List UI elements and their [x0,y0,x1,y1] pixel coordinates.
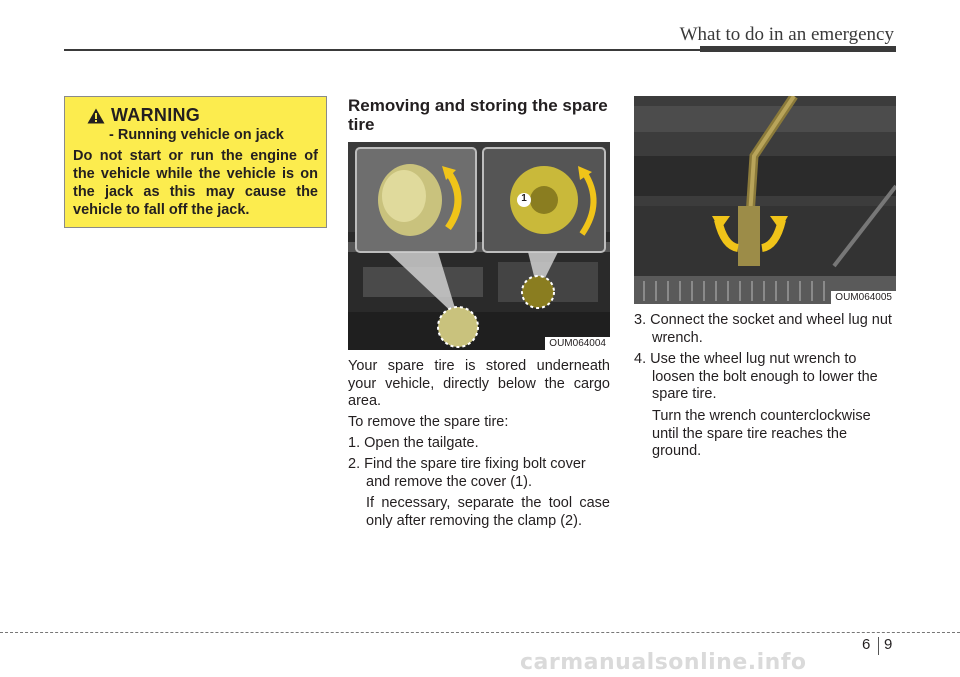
lead-paragraph: To remove the spare tire: [348,414,509,430]
warning-triangle-icon [87,108,105,124]
figure-bolt-cover-illustration [348,142,610,350]
figure-caption: OUM064004 [545,337,610,350]
page-divider [878,637,879,655]
step-4: 4. Use the wheel lug nut wrench to loosen the bolt enough to lower the spare tire. [634,351,878,402]
figure-caption: OUM064005 [831,291,896,304]
warning-subtitle: - Running vehicle on jack [109,127,284,143]
step-4-note: Turn the wrench counterclockwise until the spare tire reaches the ground. [652,408,871,459]
step-3: 3. Connect the socket and wheel lug nut wrench. [634,312,892,346]
step-2: 2. Find the spare tire fixing bolt cover and remove the cover (1). [348,456,586,490]
header-title: What to do in an emergency [679,24,894,45]
figure-bolt-cover [348,142,610,350]
section-title: Removing and storing the spare tire [348,96,608,134]
warning-body: Do not start or run the engine of the vehicle while the vehicle is on the jack as this may cause the vehicle to fall off the jack. [73,148,318,218]
page-number: 9 [884,636,893,653]
footer-rule [0,632,960,633]
watermark: carmanualsonline.info [520,650,807,675]
figure-wrench-socket-illustration [634,96,896,304]
step-2-note: If necessary, separate the tool case only after removing the clamp (2). [366,495,610,529]
chapter-number: 6 [862,636,871,653]
intro-paragraph: Your spare tire is stored underneath your vehicle, directly below the cargo area. [348,358,610,409]
warning-title: WARNING [111,105,201,125]
warning-head [87,105,318,126]
figure-callout-1: 1 [521,193,527,204]
figure-wrench-socket [634,96,896,304]
warning-box [64,96,327,228]
header-tab-bar [700,46,896,52]
step-1: 1. Open the tailgate. [348,435,479,451]
